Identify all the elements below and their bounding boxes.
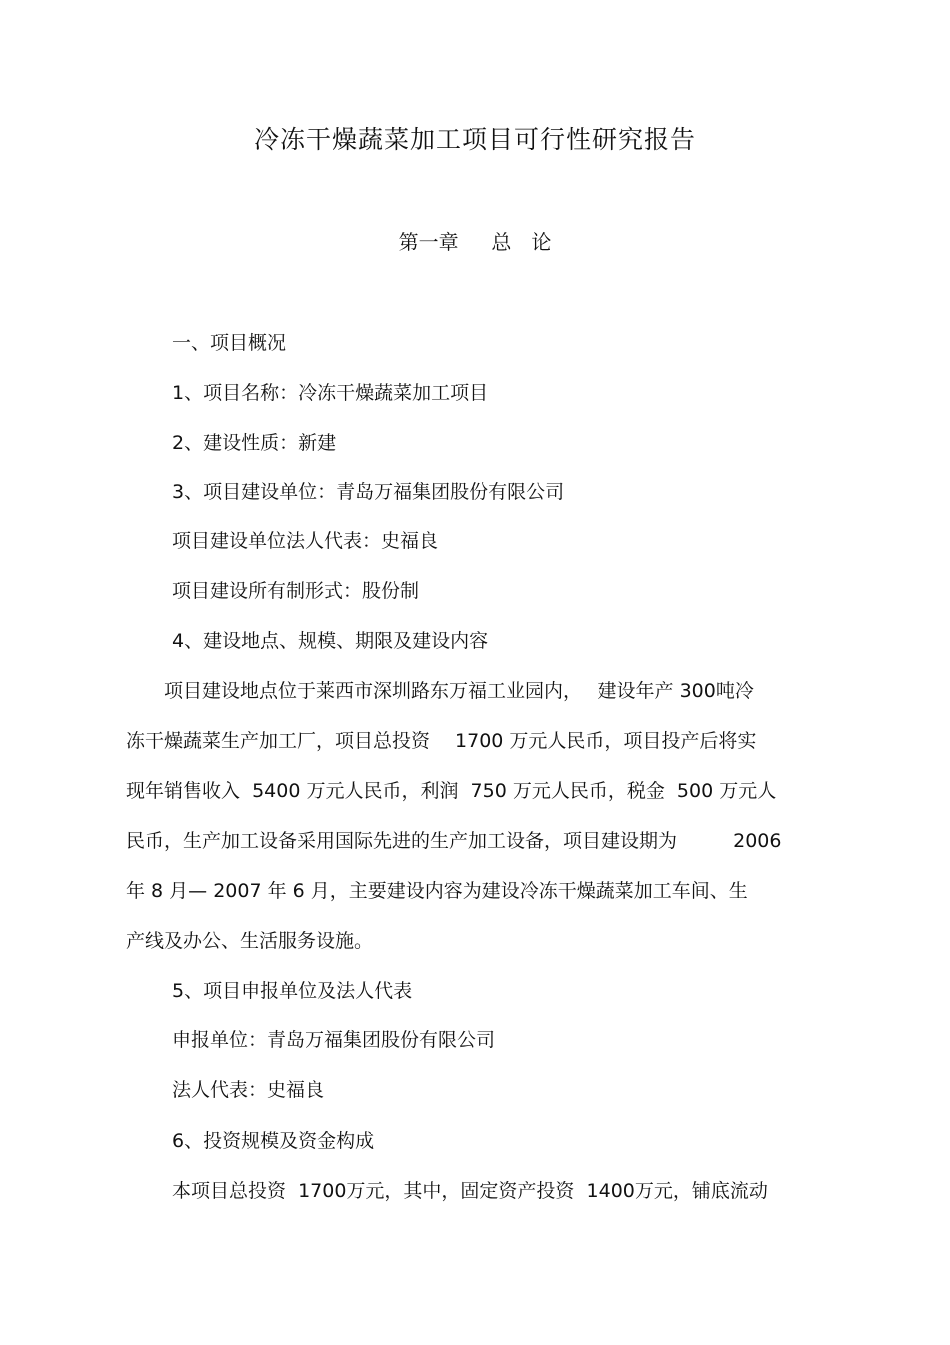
text-line: 本项目总投资 1700万元，其中，固定资产投资 1400万元，铺底流动 bbox=[172, 1180, 768, 1202]
paragraph-line: 民币，生产加工设备采用国际先进的生产加工设备，项目建设期为 2006 bbox=[126, 830, 782, 852]
text-line: 法人代表：史福良 bbox=[172, 1079, 325, 1101]
paragraph-line: 现年销售收入 5400 万元人民币，利润 750 万元人民币，税金 500 万元人 bbox=[126, 780, 777, 802]
text-line: 2、建设性质：新建 bbox=[172, 432, 337, 454]
text-line: 4、建设地点、规模、期限及建设内容 bbox=[172, 630, 489, 652]
paragraph-line: 项目建设地点位于莱西市深圳路东万福工业园内， 建设年产 300吨冷 bbox=[126, 680, 754, 702]
paragraph-line: 冻干燥蔬菜生产加工厂，项目总投资 1700 万元人民币，项目投产后将实 bbox=[126, 730, 757, 752]
paragraph-line: 产线及办公、生活服务设施。 bbox=[126, 930, 374, 952]
text-line: 申报单位：青岛万福集团股份有限公司 bbox=[172, 1029, 496, 1051]
chapter-heading bbox=[0, 226, 950, 255]
text-line: 5、项目申报单位及法人代表 bbox=[172, 980, 413, 1002]
text-line: 1、项目名称：冷冻干燥蔬菜加工项目 bbox=[172, 382, 489, 404]
text-line: 项目建设所有制形式：股份制 bbox=[172, 580, 420, 602]
text-line: 3、项目建设单位：青岛万福集团股份有限公司 bbox=[172, 481, 565, 503]
text-line: 项目建设单位法人代表：史福良 bbox=[172, 530, 439, 552]
document-title: 冷冻干燥蔬菜加工项目可行性研究报告 bbox=[253, 125, 696, 154]
text-line: 6、投资规模及资金构成 bbox=[172, 1130, 375, 1152]
section-heading: 一、项目概况 bbox=[172, 332, 287, 354]
paragraph-line: 年 8 月— 2007 年 6 月，主要建设内容为建设冷冻干燥蔬菜加工车间、生 bbox=[126, 880, 748, 902]
chapter-heading-text: 第一章 总 论 bbox=[398, 230, 552, 254]
